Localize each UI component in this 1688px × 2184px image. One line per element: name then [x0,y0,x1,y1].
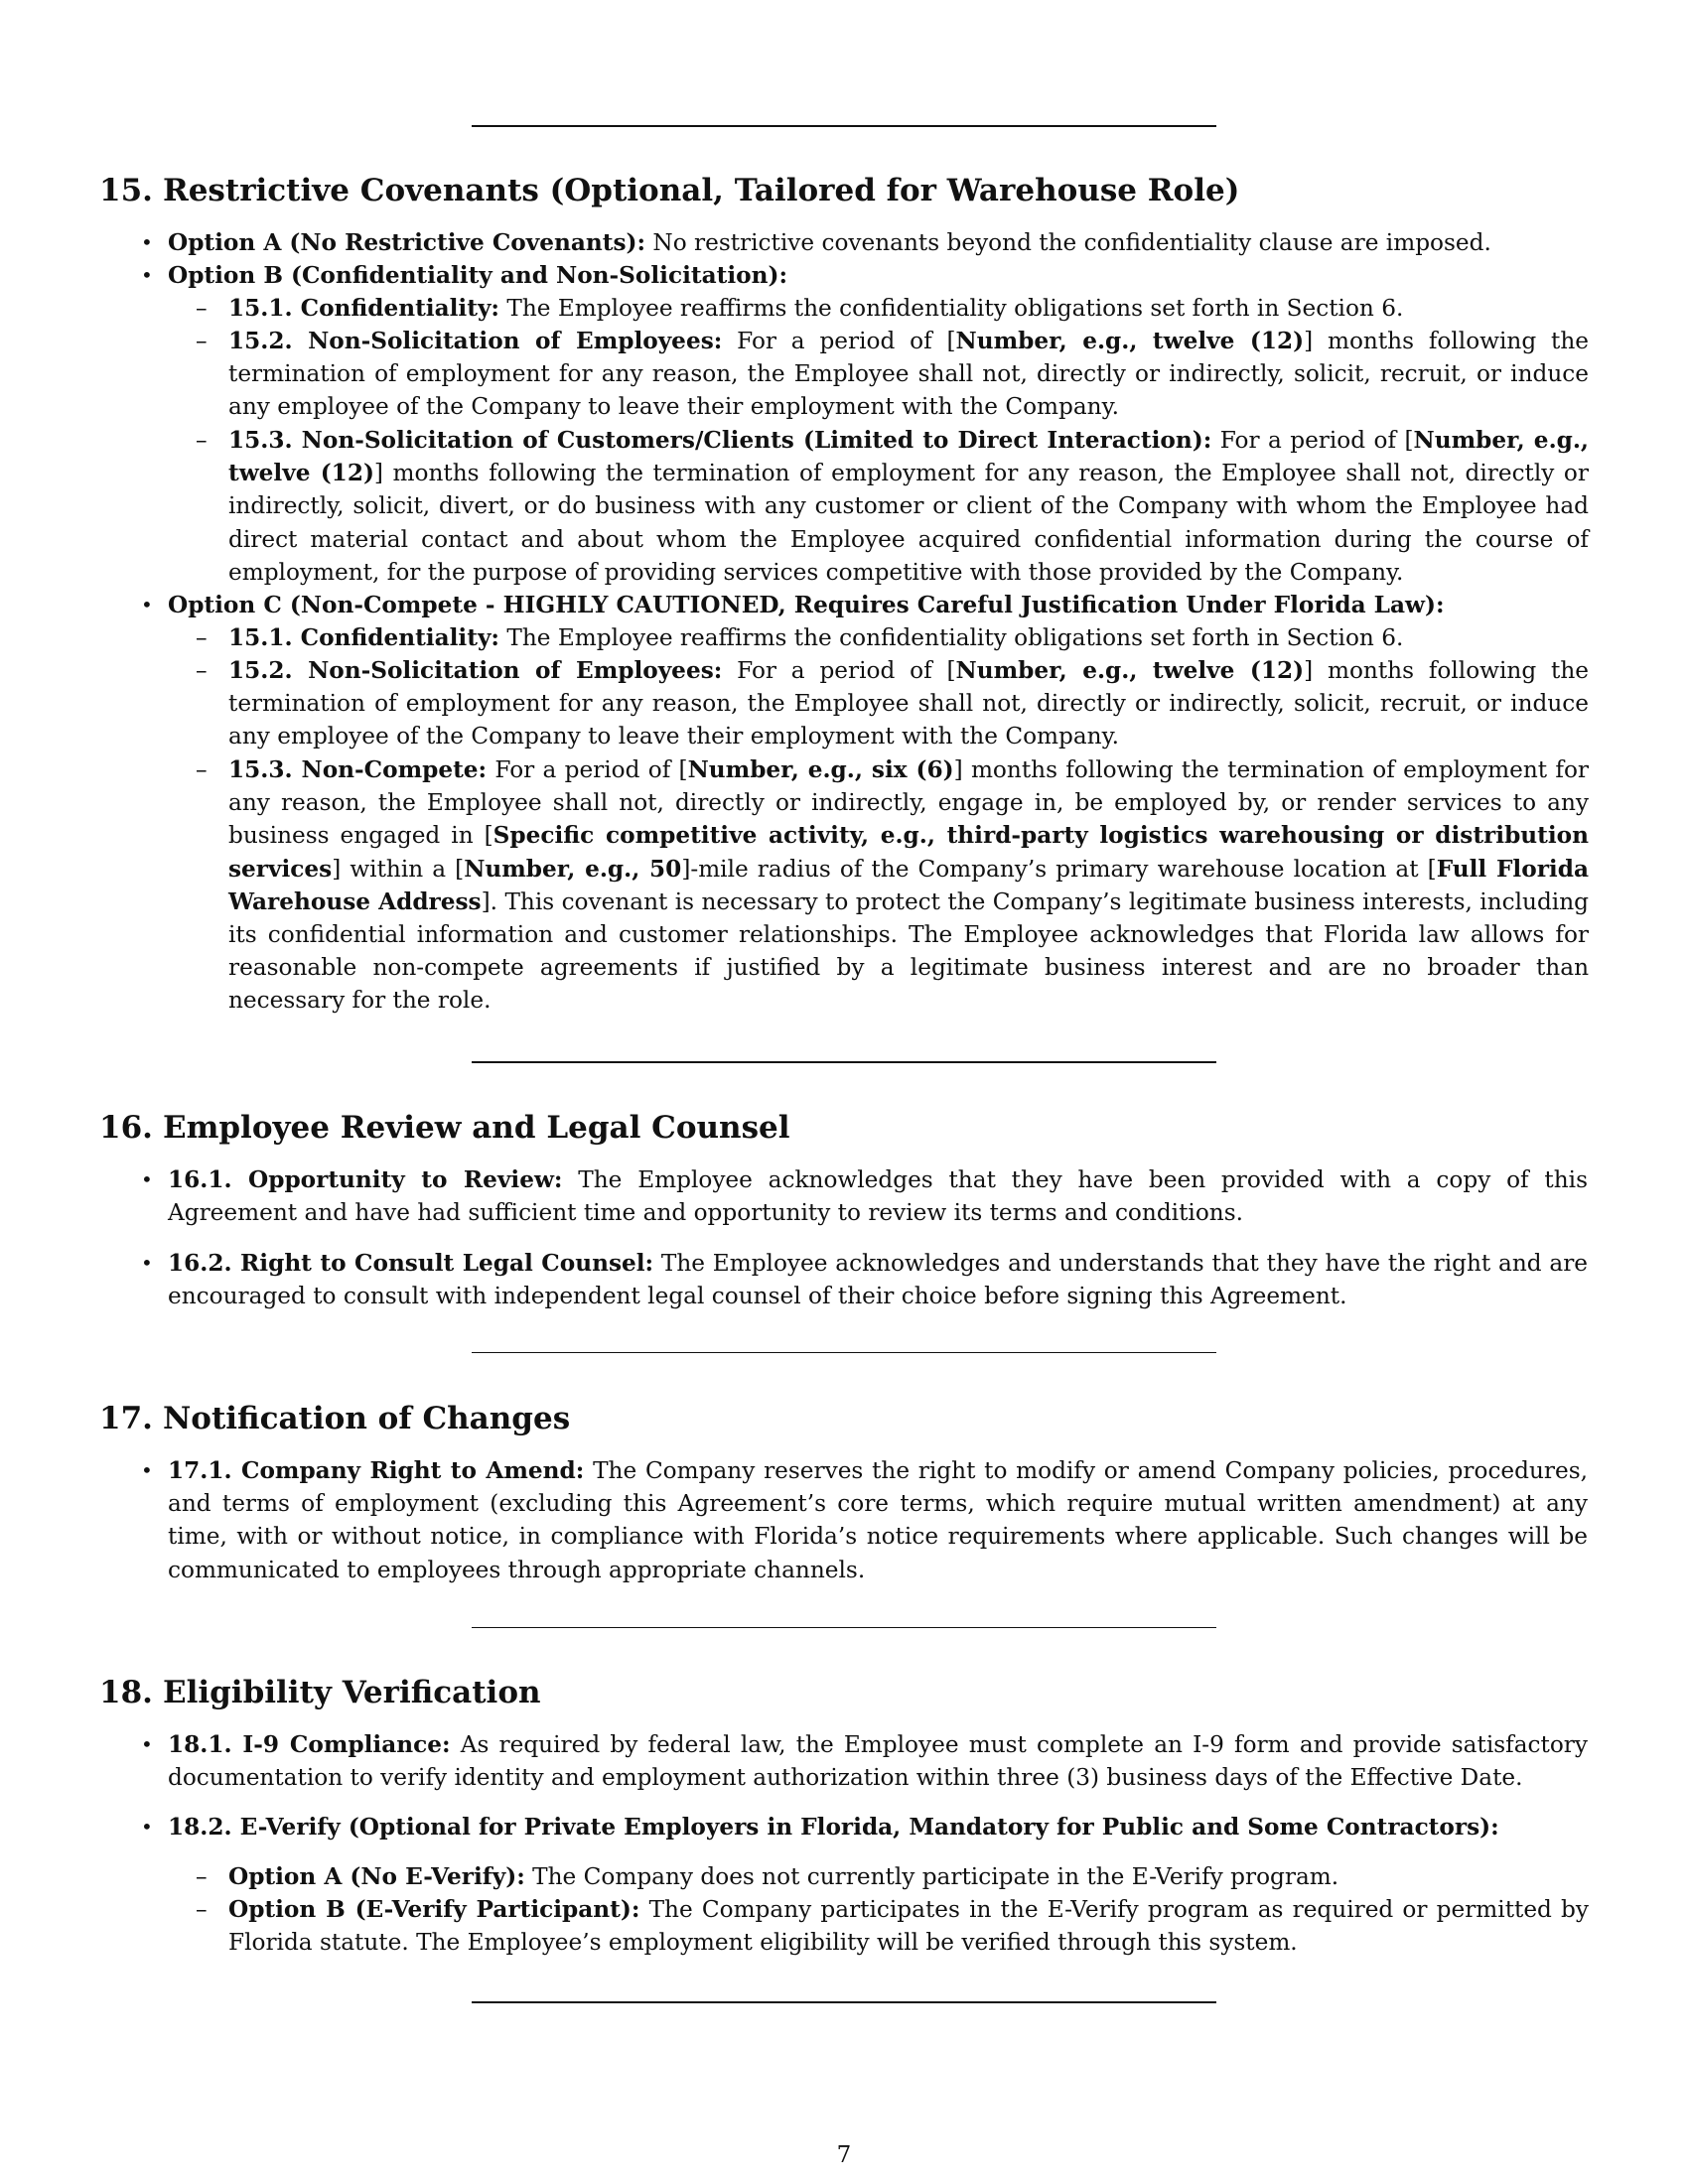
section-divider [472,1627,1216,1628]
section-16-heading: 16. Employee Review and Legal Counsel [99,1110,790,1146]
sub-list-item: – 15.2. Non-Solicitation of Employees: For a period of [Number, e.g., twelve (12)] months following the termination of employment for any reason, the Employee shall not, directly or indirectly, solicit, recruit, or induce any employee of the Company to leave their employment with the Company. [196,657,1589,751]
section-15-heading: 15. Restrictive Covenants (Optional, Tailored for Warehouse Role) [99,173,1240,208]
list-item: • Option B (Confidentiality and Non-Solicitation): [141,262,788,289]
list-item: • Option C (Non-Compete - HIGHLY CAUTIONED, Requires Careful Justification Under Florida Law): [141,592,1445,618]
sub-list-item: – Option A (No E-Verify): The Company does not currently participate in the E-Verify program. [196,1863,1339,1890]
section-18-heading: 18. Eligibility Verification [99,1675,541,1710]
list-item: • 16.1. Opportunity to Review: The Employee acknowledges that they have been provided with a copy of this Agreement and have had sufficient time and opportunity to review its terms and conditions. [141,1166,1588,1227]
sub-list-item: – Option B (E-Verify Participant): The Company participates in the E-Verify program as required or permitted by Florida statute. The Employee’s employment eligibility will be verified through this system. [196,1896,1589,1957]
sub-list-item: – 15.3. Non-Solicitation of Customers/Clients (Limited to Direct Interaction): For a period of [Number, e.g., twelve (12)] months following the termination of employment for any reason, the Employee shall not, directly or indirectly, solicit, divert, or do business with any customer or client of the Company with whom the Employee had direct material contact and about whom the Employee acquired confidential information during the course of employment, for the purpose of providing services competitive with those provided by the Company. [196,427,1589,586]
sub-list-item: – 15.1. Confidentiality: The Employee reaffirms the confidentiality obligations set forth in Section 6. [196,295,1404,322]
section-divider [472,125,1216,127]
list-item: • Option A (No Restrictive Covenants): No restrictive covenants beyond the confidentiality clause are imposed. [141,229,1491,256]
section-divider [472,1352,1216,1353]
section-17-heading: 17. Notification of Changes [99,1401,571,1436]
sub-list-item: – 15.1. Confidentiality: The Employee reaffirms the confidentiality obligations set forth in Section 6. [196,624,1404,651]
list-item: • 17.1. Company Right to Amend: The Company reserves the right to modify or amend Company policies, procedures, and terms of employment (excluding this Agreement’s core terms, which require mutual written amendment) at any time, with or without notice, in compliance with Florida’s notice requirements where applicable. Such changes will be communicated to employees through appropriate channels. [141,1457,1589,1583]
list-item: • 18.1. I-9 Compliance: As required by federal law, the Employee must complete an I-9 form and provide satisfactory documentation to verify identity and employment authorization within three (3) business days of the Effective Date. [141,1731,1588,1792]
list-item: • 18.2. E-Verify (Optional for Private Employers in Florida, Mandatory for Public and Some Contractors): [141,1814,1499,1841]
sub-list-item: – 15.3. Non-Compete: For a period of [Number, e.g., six (6)] months following the termination of employment for any reason, the Employee shall not, directly or indirectly, engage in, be employed by, or render services to any business engaged in [Specific competitive activity, e.g., third-party logistics warehousing or distribution services] within a [Number, e.g., 50]-mile radius of the Company’s primary warehouse location at [Full Florida Warehouse Address]. This covenant is necessary to protect the Company’s legitimate business interests, including its confidential information and customer relationships. The Employee acknowledges that Florida law allows for reasonable non-compete agreements if justified by a legitimate business interest and are no broader than necessary for the role. [196,756,1590,1015]
section-divider [472,1061,1216,1063]
list-item: • 16.2. Right to Consult Legal Counsel: The Employee acknowledges and understands that they have the right and are encouraged to consult with independent legal counsel of their choice before signing this Agreement. [141,1250,1589,1310]
page-number: 7 [836,2142,852,2168]
sub-list-item: – 15.2. Non-Solicitation of Employees: For a period of [Number, e.g., twelve (12)] months following the termination of employment for any reason, the Employee shall not, directly or indirectly, solicit, recruit, or induce any employee of the Company to leave their employment with the Company. [196,328,1589,421]
section-divider [472,2001,1216,2003]
